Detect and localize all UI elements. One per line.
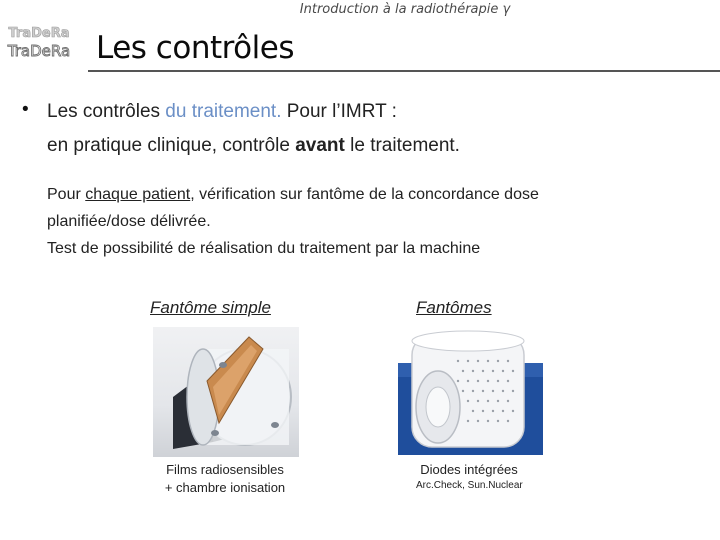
bold-text: avant [295, 135, 345, 156]
body-line-3: Test de possibilité de réalisation du traitement par la machine [47, 240, 481, 257]
bullet-line-2: en pratique clinique, contrôle avant le traitement. [47, 135, 460, 156]
left-caption-line-1: Films radiosensibles [166, 462, 284, 477]
arccheck-phantom-image [398, 325, 543, 455]
simple-phantom-image [153, 327, 299, 457]
tradera-logo [4, 22, 74, 66]
right-caption: Diodes intégrées [420, 462, 518, 477]
page-title: Les contrôles [96, 30, 294, 66]
title-divider [88, 70, 720, 72]
accent-text: du traitement. [165, 101, 282, 122]
bullet-line-1: Les contrôles du traitement. Pour l’IMRT : [47, 101, 397, 122]
course-title: Introduction à la radiothérapie γ [299, 2, 511, 17]
svg-text:TraDeRa: TraDeRa [8, 26, 70, 41]
svg-text:TraDeRa: TraDeRa [7, 42, 71, 60]
underlined-text: chaque patient [85, 186, 191, 203]
body-line-2: planifiée/dose délivrée. [47, 213, 211, 230]
body-line-1: Pour chaque patient, vérification sur fantôme de la concordance dose [47, 186, 539, 203]
right-figure-heading: Fantômes [416, 298, 492, 317]
left-caption-line-2: + chambre ionisation [164, 480, 286, 495]
bullet-marker: • [22, 99, 29, 120]
right-caption-note: Arc.Check, Sun.Nuclear [416, 480, 523, 491]
left-figure-heading: Fantôme simple [150, 298, 271, 317]
